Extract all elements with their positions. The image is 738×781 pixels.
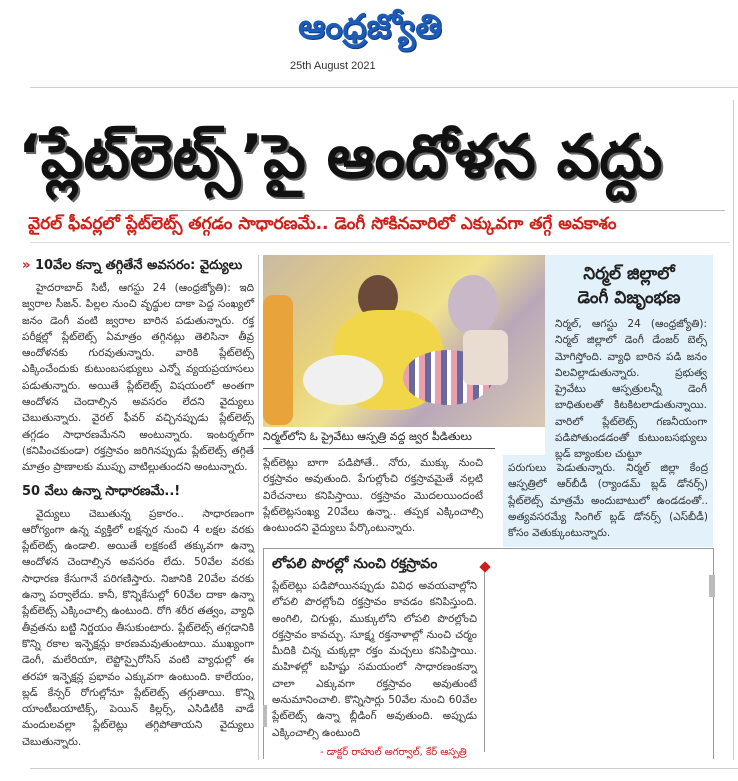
- divider: [484, 572, 485, 752]
- news-photo: [263, 255, 545, 427]
- quote-attribution: - డాక్టర్‌ రాహుల్‌ అగర్వాల్‌, కేర్‌ ఆస్పత్రి: [320, 747, 467, 758]
- scrollbar[interactable]: [709, 575, 715, 597]
- title-line: నిర్మల్‌ జిల్లాలో: [583, 264, 675, 284]
- divider: [258, 255, 259, 760]
- article-paragraph: ప్లేట్‌లెట్లు బాగా పడిపోతే.. నోరు, ముక్కు నుంచి రక్తస్రావం అవుతుంది. పేగుల్లోంచి రక్తస్రావమైతే నల్లటి విరేచనాలు కనిపిస్తాయి. రక్తస్రావం మొదలయిందంటే ప్లేట్‌లెట్లసంఖ్య 20వేలు ఉన్నా.. తప్పక ఎక్కించాల్సి ఉంటుందని వైద్యులు పేర్కొంటున్నారు.: [263, 457, 483, 535]
- divider: [733, 100, 734, 760]
- section-subhead: [22, 258, 254, 276]
- subheadline: వైరల్‌ ఫీవర్లలో ప్లేట్‌లెట్స్‌ తగ్గడం సాధారణమే.. డెంగీ సోకినవారిలో ఎక్కువగా తగ్గే అవకాశం: [28, 214, 617, 234]
- subhead-text: 10వేల కన్నా తగ్గితేనే అవసరం: వైద్యులు: [34, 258, 243, 273]
- scrollbar[interactable]: [263, 705, 267, 727]
- photo-caption: నిర్మల్‌లోని ఓ ప్రైవేటు ఆస్పత్రి వద్ద జ్వర పీడితులు: [263, 430, 495, 449]
- divider: [30, 87, 738, 88]
- side-story-text: నిర్మల్‌, ఆగస్టు 24 (ఆంధ్రజ్యోతి): నిర్మల్‌ జిల్లాలో డెంగీ డేంజర్‌ బెల్స్‌ మోగిస్తోంది. వ్యాధి బారిన పడి జనం విలవిల్లాడుతున్నారు. ప్రభుత్వ ప్రైవేటు ఆస్పత్రులన్నీ డెంగీ బాధితులతో కిటకిటలాడుతున్నాయి. వారిలో ప్లేట్‌లెట్స్‌ గణనీయంగా పడిపోతుండడంతో కుటుంబసభ్యులు బ్లడ్‌ బ్యాంకుల చుట్టూ: [555, 318, 707, 461]
- article-paragraph: వైద్యులు చెబుతున్న ప్రకారం.. సాధారణంగా ఆరోగ్యంగా ఉన్న వ్యక్తిలో లక్షన్నర నుంచి 4 లక్షల వరకు ప్లేట్‌లెట్స్‌ ఉండాలి. అయితే లక్షకంటే తక్కువగా ఉన్నా ఆందోళన చెందాల్సిన అవసరం లేదు. 50వేల వరకు సాధారణ కేసుగానే పరిగణిస్తారు. నిజానికి 20వేల వరకు ఉన్నా పర్వాలేదు. కానీ, కొన్నికేసుల్లో 60వేల దాకా ఉన్నా ప్లేట్‌లెట్స్‌ ఎక్కించాల్సి ఉంటుంది. రోగి శరీర తత్వం, వ్యాధి తీవ్రతను బట్టి నిర్ణయం తీసుకుంటారు. ప్లేట్‌లెట్స్‌ తగ్గడానికి కొన్ని రకాల ఇన్ఫెక్షన్లు కారణమవుతుంటాయి. ముఖ్యంగా డెంగీ, మలేరియా, లెప్టోస్పైరోసిస్‌ వంటి వ్యాధుల్లో ఈ తరహా ఇన్ఫెక్షన్ల ప్రభావం ఎక్కువగా ఉంటుంది. కాలేయం, బ్లడ్‌ కేన్సర్‌ రోగుల్లోనూ ప్లేట్‌లెట్స్‌ తగ్గుతాయి. కొన్ని యాంటీబయాటిక్స్‌, పెయిన్‌ కిల్లర్స్‌, ఎసిడిటీకి వాడే మందులవల్లా ప్లేట్‌లెట్లు తగ్గిపోతాయని వైద్యులు చెబుతున్నారు.: [22, 507, 254, 748]
- newspaper-logo: ఆంధ్రజ్యోతి: [298, 7, 442, 47]
- article-paragraph: హైదరాబాద్‌ సిటీ, ఆగస్టు 24 (ఆంధ్రజ్యోతి): ఇది జ్వరాల సీజన్‌. పిల్లల నుంచి వృద్ధుల దాకా పెద్ద సంఖ్యలో జనం డెంగీ వంటి జ్వరాల బారిన పడుతున్నారు. రక్త పరీక్షల్లో ప్లేట్‌లెట్స్‌ ఏమాత్రం తగ్గినట్లు తెలిసినా తీవ్ర ఆందోళనకు గురవుతున్నారు. వారికి ప్లేట్‌లెట్స్‌ ఎక్కించేందుకు కుటుంబసభ్యులు ఎన్నో వ్యయప్రయాసలు పడుతున్నారు. అయితే ప్లేట్‌లెట్స్‌ విషయంలో అంతగా ఆందోళన చెందాల్సిన అవసరం లేదని వైద్యులు చెబుతున్నారు. వైరల్‌ ఫీవర్‌ వచ్చినప్పుడు ప్లేట్‌లెట్స్‌ తగ్గడం సాధారణమేనని అంటున్నారు. ఇంటర్నల్‌గా (కనిపించకుండా) రక్తస్రావం జరిగినప్పుడు ప్లేట్‌లెట్స్‌ తగ్గితే మాత్రం ప్రాణాలకు ముప్పు వాటిల్లుతుందని అంటున్నారు.: [22, 282, 254, 474]
- divider: [30, 242, 730, 243]
- info-box-text: ప్లేట్‌లెట్లు పడిపోయినప్పుడు వివిధ అవయవాల్లోని లోపలి పొరల్లోంచి రక్తస్రావం కావడం కనిపిస్తుంది. అంగిలి, చిగుళ్లు, ముక్కులోని లోపలి పొరల్లోంచి రక్తస్రావం కావచ్చు. సూక్ష్మ రక్తనాళాల్లో నుంచి చర్మం మీదికి చిన్న చుక్కల్లా రక్తం మచ్చలు కనిపిస్తాయి. మహిళల్లో బహిష్టు సమయంలో సాధారణంకన్నా చాలా ఎక్కువగా రక్తస్రావం అవుతుంటే అనుమానించాలి. కొన్నిసార్లు 50వేల నుంచి 60వేల ప్లేట్‌లెట్స్‌ ఉన్నా బ్లీడింగ్‌ అవుతుంది. అప్పుడు ఎక్కించాల్సి ఉంటుంది: [272, 580, 477, 739]
- info-box-title: లోపలి పొరల్లో నుంచి రక్తస్రావం: [272, 556, 438, 572]
- section-subhead: 50 వేలు ఉన్నా సాధారణమే..!: [22, 483, 181, 499]
- divider: [30, 768, 738, 769]
- divider: [105, 210, 725, 211]
- title-line: డెంగీ విజృంభణ: [577, 288, 681, 308]
- left-column: [22, 258, 254, 750]
- marker-icon: »: [22, 258, 31, 273]
- headline: ‘ప్లేట్‌లెట్స్‌’పై ఆందోళన వద్దు: [18, 122, 663, 192]
- publication-date: 25th August 2021: [290, 60, 376, 72]
- side-story-title: [545, 262, 713, 310]
- side-story-text: పరుగులు పెడుతున్నారు. నిర్మల్‌ జిల్లా కేంద్ర ఆస్పత్రిలో ఆర్‌బీడీ (ర్యాండమ్‌ బ్లడ్‌ డోనర్స్‌) ప్లేట్‌లెట్స్‌ మాత్రమే అందుబాటులో ఉండడంతో.. అత్యవసరమ్యే సింగిల్‌ బ్లడ్‌ డోనర్స్‌ (ఎస్‌బీడీ) కోసం వెతుక్కుంటున్నారు.: [508, 462, 708, 540]
